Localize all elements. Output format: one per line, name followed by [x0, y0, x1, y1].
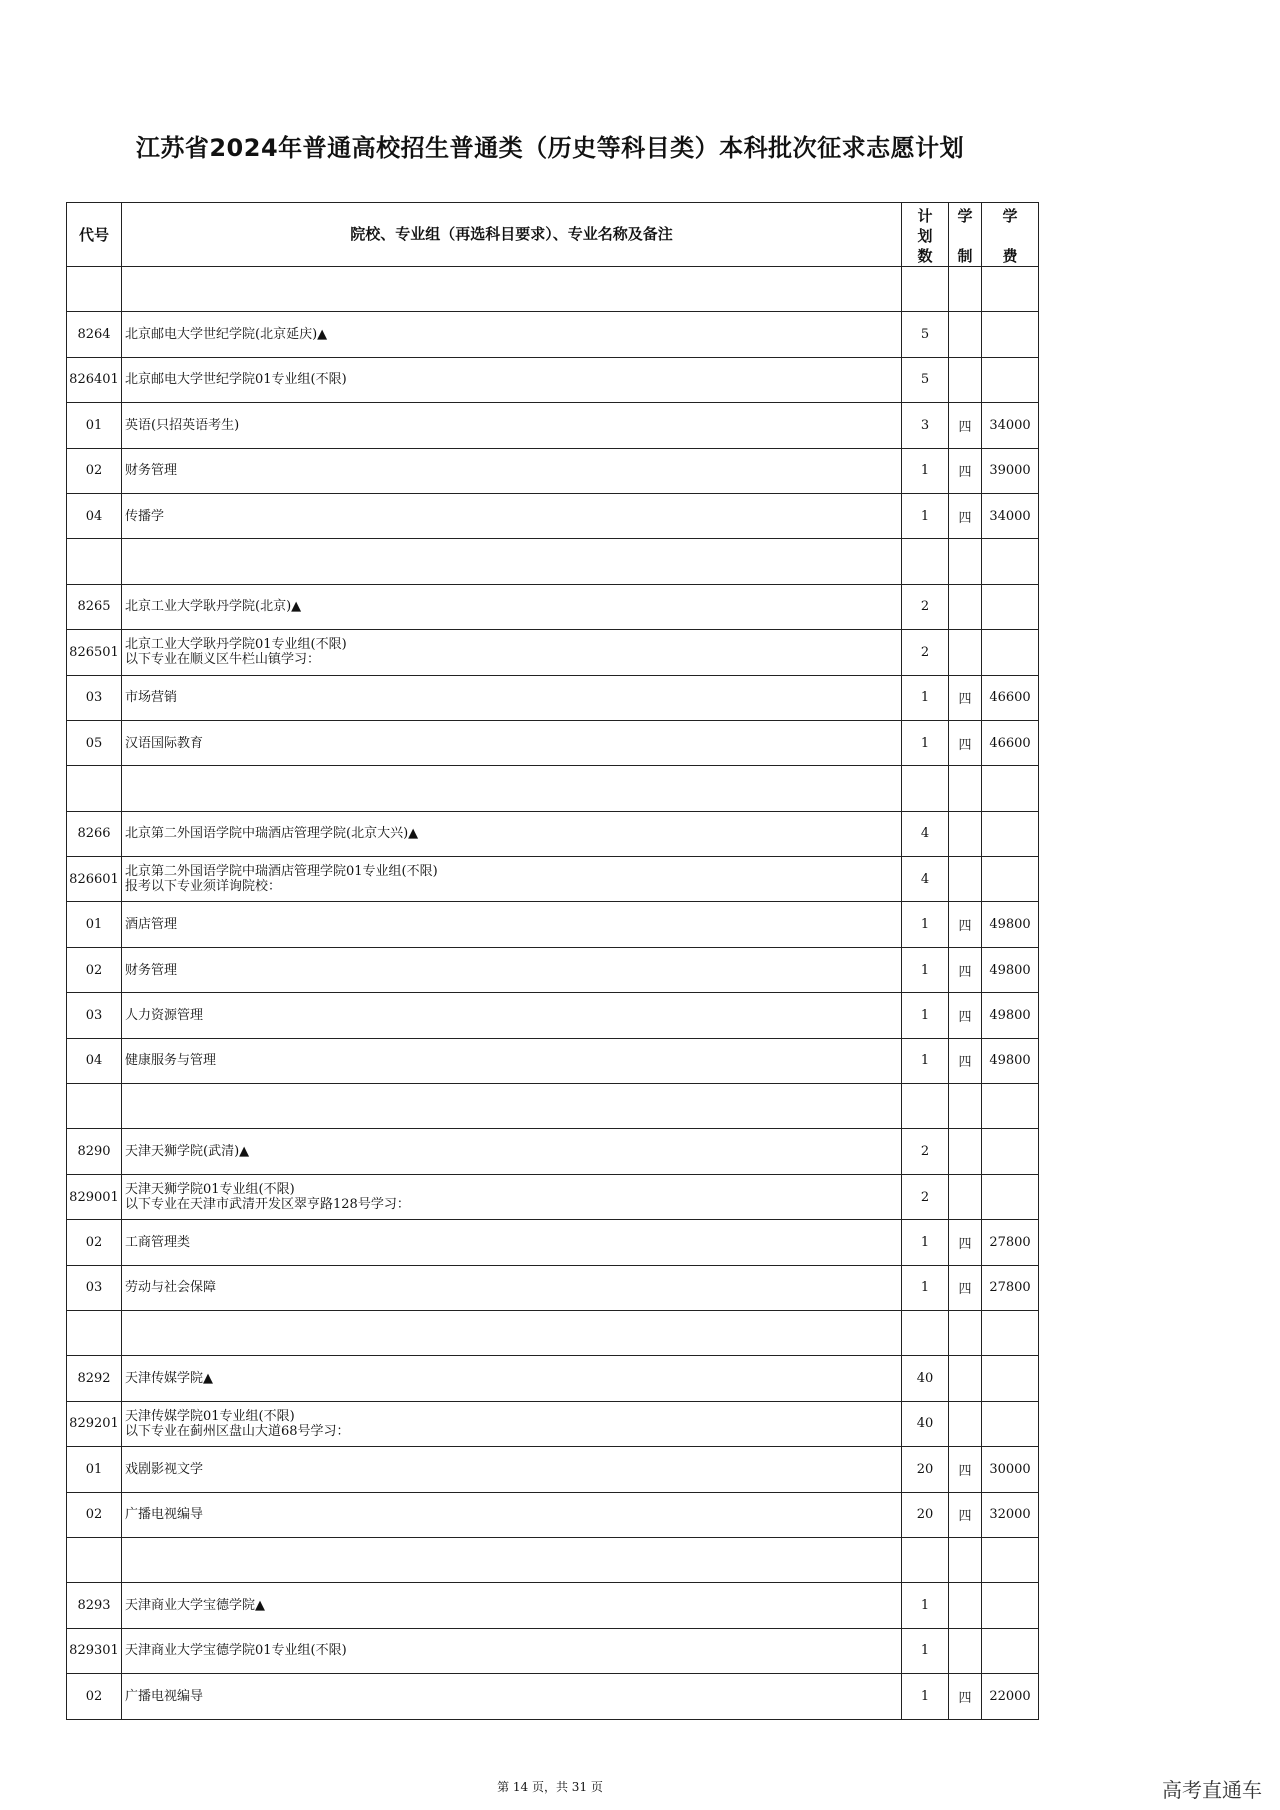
header-length: 学 制 — [949, 203, 982, 267]
name-line: 工商管理类 — [125, 1234, 191, 1250]
code-cell: 03 — [67, 993, 122, 1038]
name-cell — [122, 1492, 902, 1537]
table-row — [67, 630, 1039, 675]
plan-count-cell: 2 — [902, 630, 949, 675]
study-length-cell — [949, 357, 982, 402]
code-cell — [67, 539, 122, 584]
name-line: 天津天狮学院01专业组(不限) — [125, 1182, 295, 1197]
name-line: 英语(只招英语考生) — [125, 417, 240, 433]
name-cell — [122, 1038, 902, 1083]
tuition-cell — [982, 1401, 1039, 1446]
plan-count-cell: 5 — [902, 357, 949, 402]
table-row — [67, 675, 1039, 720]
code-cell: 8293 — [67, 1583, 122, 1628]
name-line: 汉语国际教育 — [125, 735, 204, 751]
tuition-cell — [982, 1628, 1039, 1673]
tuition-cell: 30000 — [982, 1447, 1039, 1492]
code-cell — [67, 1537, 122, 1582]
table-row — [67, 1674, 1039, 1719]
plan-count-cell — [902, 267, 949, 312]
plan-count-cell: 40 — [902, 1401, 949, 1446]
tuition-cell — [982, 357, 1039, 402]
plan-count-cell — [902, 766, 949, 811]
name-line: 广播电视编导 — [125, 1507, 204, 1523]
tuition-cell: 49800 — [982, 1038, 1039, 1083]
enrollment-plan-table — [66, 202, 1039, 1720]
name-cell — [122, 1401, 902, 1446]
tuition-cell: 49800 — [982, 993, 1039, 1038]
study-length-cell — [949, 312, 982, 357]
tuition-cell: 46600 — [982, 720, 1039, 765]
tuition-cell — [982, 1583, 1039, 1628]
code-cell — [67, 766, 122, 811]
separator-row — [67, 1084, 1039, 1129]
page-footer: 第 14 页，共 31 页 — [497, 1780, 603, 1794]
table-row — [67, 448, 1039, 493]
name-cell — [122, 1265, 902, 1310]
name-line: 劳动与社会保障 — [125, 1280, 217, 1296]
name-line: 戏剧影视文学 — [125, 1461, 204, 1477]
tuition-cell — [982, 766, 1039, 811]
name-cell — [122, 1220, 902, 1265]
header-plan: 计 划 数 — [902, 203, 949, 267]
code-cell: 02 — [67, 1674, 122, 1719]
plan-count-cell: 2 — [902, 1174, 949, 1219]
name-line: 财务管理 — [125, 962, 178, 978]
name-cell — [122, 902, 902, 947]
name-line: 广播电视编导 — [125, 1688, 204, 1704]
study-length-cell — [949, 1628, 982, 1673]
table-row — [67, 720, 1039, 765]
tuition-cell: 46600 — [982, 675, 1039, 720]
tuition-cell: 27800 — [982, 1265, 1039, 1310]
table-row — [67, 993, 1039, 1038]
code-cell: 829301 — [67, 1628, 122, 1673]
plan-count-cell: 20 — [902, 1492, 949, 1537]
name-line: 北京工业大学耿丹学院01专业组(不限) — [125, 637, 347, 653]
code-cell: 829201 — [67, 1401, 122, 1446]
name-cell — [122, 947, 902, 992]
code-cell: 03 — [67, 1265, 122, 1310]
tuition-cell — [982, 1129, 1039, 1174]
code-cell: 01 — [67, 902, 122, 947]
study-length-cell: 四 — [949, 448, 982, 493]
plan-count-cell: 20 — [902, 1447, 949, 1492]
plan-count-cell: 1 — [902, 1220, 949, 1265]
tuition-cell — [982, 584, 1039, 629]
name-cell — [122, 857, 902, 902]
table-row — [67, 1265, 1039, 1310]
code-cell: 8292 — [67, 1356, 122, 1401]
page-title: 江苏省2024年普通高校招生普通类（历史等科目类）本科批次征求志愿计划 — [135, 134, 965, 162]
table-row — [67, 1356, 1039, 1401]
table-row — [67, 1220, 1039, 1265]
name-cell — [122, 448, 902, 493]
plan-count-cell — [902, 1310, 949, 1355]
code-cell: 8266 — [67, 811, 122, 856]
name-line: 天津商业大学宝德学院01专业组(不限) — [125, 1643, 347, 1659]
plan-count-cell: 1 — [902, 947, 949, 992]
tuition-cell — [982, 857, 1039, 902]
plan-count-cell: 2 — [902, 1129, 949, 1174]
plan-count-cell: 1 — [902, 448, 949, 493]
plan-count-cell: 1 — [902, 493, 949, 538]
study-length-cell: 四 — [949, 403, 982, 448]
plan-count-cell: 3 — [902, 403, 949, 448]
plan-count-cell: 40 — [902, 1356, 949, 1401]
study-length-cell — [949, 766, 982, 811]
header-fee: 学 费 — [982, 203, 1039, 267]
study-length-cell: 四 — [949, 1038, 982, 1083]
study-length-cell — [949, 1401, 982, 1446]
plan-count-cell: 1 — [902, 720, 949, 765]
code-cell: 829001 — [67, 1174, 122, 1219]
study-length-cell — [949, 1537, 982, 1582]
tuition-cell — [982, 539, 1039, 584]
study-length-cell — [949, 630, 982, 675]
code-cell: 04 — [67, 1038, 122, 1083]
table-row — [67, 1492, 1039, 1537]
name-cell — [122, 357, 902, 402]
study-length-cell: 四 — [949, 720, 982, 765]
name-cell — [122, 539, 902, 584]
name-cell — [122, 1310, 902, 1355]
study-length-cell — [949, 539, 982, 584]
plan-count-cell: 1 — [902, 1265, 949, 1310]
table-row — [67, 312, 1039, 357]
name-line: 酒店管理 — [125, 917, 178, 933]
name-line: 以下专业在蓟州区盘山大道68号学习： — [125, 1423, 350, 1439]
code-cell: 8265 — [67, 584, 122, 629]
code-cell — [67, 1310, 122, 1355]
name-cell — [122, 493, 902, 538]
tuition-cell: 34000 — [982, 493, 1039, 538]
tuition-cell: 39000 — [982, 448, 1039, 493]
plan-count-cell: 1 — [902, 902, 949, 947]
name-line: 健康服务与管理 — [125, 1053, 217, 1069]
name-cell — [122, 766, 902, 811]
study-length-cell — [949, 1356, 982, 1401]
name-cell — [122, 675, 902, 720]
name-cell — [122, 312, 902, 357]
code-cell: 826401 — [67, 357, 122, 402]
plan-count-cell — [902, 1084, 949, 1129]
header-name: 院校、专业组（再选科目要求）、专业名称及备注 — [122, 203, 902, 267]
code-cell: 8290 — [67, 1129, 122, 1174]
name-cell — [122, 1084, 902, 1129]
name-cell — [122, 720, 902, 765]
study-length-cell — [949, 1129, 982, 1174]
study-length-cell — [949, 1174, 982, 1219]
plan-count-cell: 1 — [902, 993, 949, 1038]
study-length-cell: 四 — [949, 493, 982, 538]
name-line: 北京邮电大学世纪学院01专业组(不限) — [125, 372, 347, 388]
code-cell: 02 — [67, 1492, 122, 1537]
code-cell: 02 — [67, 1220, 122, 1265]
tuition-cell: 49800 — [982, 947, 1039, 992]
name-line: 传播学 — [125, 508, 165, 524]
plan-count-cell: 1 — [902, 675, 949, 720]
name-cell — [122, 1174, 902, 1219]
code-cell: 05 — [67, 720, 122, 765]
name-line: 北京第二外国语学院中瑞酒店管理学院01专业组(不限) — [125, 864, 438, 880]
plan-count-cell: 1 — [902, 1674, 949, 1719]
name-line: 北京邮电大学世纪学院(北京延庆)▲ — [125, 327, 328, 343]
plan-count-cell: 2 — [902, 584, 949, 629]
tuition-cell — [982, 1174, 1039, 1219]
name-cell — [122, 584, 902, 629]
separator-row — [67, 1310, 1039, 1355]
study-length-cell — [949, 811, 982, 856]
separator-row — [67, 1537, 1039, 1582]
study-length-cell: 四 — [949, 1265, 982, 1310]
name-line: 北京第二外国语学院中瑞酒店管理学院(北京大兴)▲ — [125, 826, 419, 842]
table-row — [67, 947, 1039, 992]
name-line: 财务管理 — [125, 463, 178, 479]
study-length-cell — [949, 1583, 982, 1628]
plan-count-cell: 1 — [902, 1038, 949, 1083]
name-line: 市场营销 — [125, 690, 178, 706]
table-row — [67, 1129, 1039, 1174]
name-cell — [122, 630, 902, 675]
table-row — [67, 1447, 1039, 1492]
code-cell: 8264 — [67, 312, 122, 357]
name-cell — [122, 1628, 902, 1673]
name-line: 以下专业在天津市武清开发区翠亨路128号学习： — [125, 1197, 410, 1212]
name-line: 以下专业在顺义区牛栏山镇学习： — [125, 652, 321, 668]
study-length-cell: 四 — [949, 1492, 982, 1537]
table-row — [67, 1628, 1039, 1673]
tuition-cell: 27800 — [982, 1220, 1039, 1265]
tuition-cell — [982, 1084, 1039, 1129]
tuition-cell: 49800 — [982, 902, 1039, 947]
table-row — [67, 902, 1039, 947]
code-cell: 03 — [67, 675, 122, 720]
code-cell: 826501 — [67, 630, 122, 675]
code-cell: 02 — [67, 947, 122, 992]
plan-count-cell: 4 — [902, 811, 949, 856]
study-length-cell — [949, 584, 982, 629]
tuition-cell — [982, 1310, 1039, 1355]
name-cell — [122, 403, 902, 448]
tuition-cell — [982, 1356, 1039, 1401]
plan-count-cell: 1 — [902, 1628, 949, 1673]
tuition-cell: 32000 — [982, 1492, 1039, 1537]
separator-row — [67, 539, 1039, 584]
plan-count-cell: 5 — [902, 312, 949, 357]
study-length-cell: 四 — [949, 1447, 982, 1492]
name-cell — [122, 267, 902, 312]
study-length-cell: 四 — [949, 947, 982, 992]
code-cell: 01 — [67, 403, 122, 448]
separator-row — [67, 766, 1039, 811]
name-cell — [122, 811, 902, 856]
name-cell — [122, 1447, 902, 1492]
study-length-cell: 四 — [949, 675, 982, 720]
table-row — [67, 1174, 1039, 1219]
tuition-cell: 22000 — [982, 1674, 1039, 1719]
study-length-cell — [949, 857, 982, 902]
name-cell — [122, 1129, 902, 1174]
table-row — [67, 857, 1039, 902]
code-cell: 826601 — [67, 857, 122, 902]
name-cell — [122, 1537, 902, 1582]
table-row — [67, 584, 1039, 629]
table-row — [67, 403, 1039, 448]
study-length-cell — [949, 1310, 982, 1355]
code-cell: 02 — [67, 448, 122, 493]
study-length-cell — [949, 267, 982, 312]
table-row — [67, 1583, 1039, 1628]
tuition-cell: 34000 — [982, 403, 1039, 448]
table-row — [67, 811, 1039, 856]
study-length-cell: 四 — [949, 1674, 982, 1719]
tuition-cell — [982, 1537, 1039, 1582]
code-cell: 01 — [67, 1447, 122, 1492]
name-cell — [122, 1674, 902, 1719]
name-cell — [122, 993, 902, 1038]
watermark-logo-text: 高考直通车 — [1162, 1778, 1262, 1802]
name-line: 天津天狮学院(武清)▲ — [125, 1144, 250, 1160]
table-row — [67, 357, 1039, 402]
plan-count-cell: 1 — [902, 1583, 949, 1628]
study-length-cell — [949, 1084, 982, 1129]
study-length-cell: 四 — [949, 902, 982, 947]
tuition-cell — [982, 630, 1039, 675]
study-length-cell: 四 — [949, 1220, 982, 1265]
table-row — [67, 493, 1039, 538]
study-length-cell: 四 — [949, 993, 982, 1038]
code-cell — [67, 1084, 122, 1129]
table-header-row — [67, 203, 1039, 267]
code-cell — [67, 267, 122, 312]
code-cell: 04 — [67, 493, 122, 538]
name-line: 人力资源管理 — [125, 1007, 204, 1023]
name-line: 天津传媒学院▲ — [125, 1371, 213, 1387]
plan-count-cell: 4 — [902, 857, 949, 902]
name-line: 天津商业大学宝德学院▲ — [125, 1598, 265, 1614]
name-cell — [122, 1356, 902, 1401]
plan-count-cell — [902, 1537, 949, 1582]
name-cell — [122, 1583, 902, 1628]
tuition-cell — [982, 811, 1039, 856]
table-body — [67, 267, 1039, 1720]
name-line: 天津传媒学院01专业组(不限) — [125, 1408, 295, 1424]
plan-count-cell — [902, 539, 949, 584]
separator-row — [67, 267, 1039, 312]
name-line: 北京工业大学耿丹学院(北京)▲ — [125, 599, 302, 615]
table-row — [67, 1401, 1039, 1446]
table-row — [67, 1038, 1039, 1083]
name-line: 报考以下专业须详询院校： — [125, 879, 282, 895]
header-code: 代号 — [67, 203, 122, 267]
tuition-cell — [982, 267, 1039, 312]
tuition-cell — [982, 312, 1039, 357]
